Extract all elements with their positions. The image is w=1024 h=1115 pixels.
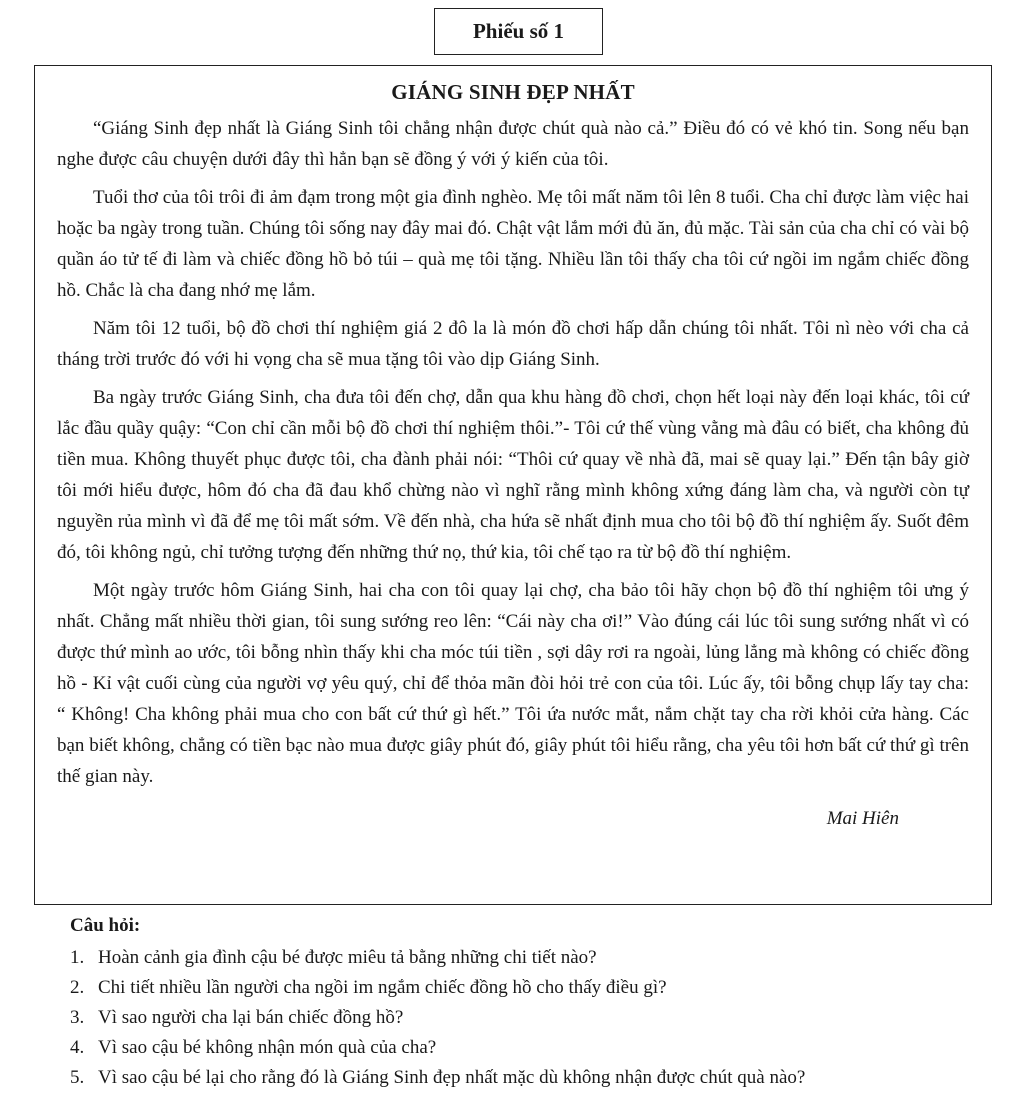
question-number: 3. [70, 1007, 85, 1028]
question-number: 5. [70, 1067, 85, 1088]
question-item [70, 1003, 990, 1033]
question-item [70, 1063, 990, 1093]
questions-section [70, 915, 990, 1093]
story-paragraph-4: Ba ngày trước Giáng Sinh, cha đưa tôi đến chợ, dẫn qua khu hàng đồ chơi, chọn hết loại này đến loại khác, tôi cứ lắc đầu quầy quậy: “Con chỉ cần mỗi bộ đồ chơi thí nghiệm thôi.”- Tôi cứ thế vùng vằng mà đâu có biết, cha không đủ tiền mua. Không thuyết phục được tôi, cha đành phải nói: “Thôi cứ quay về nhà đã, mai sẽ quay lại.” Đến tận bây giờ tôi mới hiểu được, hôm đó cha đã đau khổ chừng nào vì nghĩ rằng mình không xứng đáng làm cha, và người còn tự nguyền rủa mình vì đã để mẹ tôi mất sớm. Về đến nhà, cha hứa sẽ nhất định mua cho tôi bộ đồ thí nghiệm ấy. Suốt đêm đó, tôi không ngủ, chỉ tưởng tượng đến những thứ nọ, thứ kia, tôi chế tạo ra từ bộ đồ thí nghiệm. [57, 387, 969, 563]
question-text: Chi tiết nhiều lần người cha ngồi im ngắm chiếc đồng hồ cho thấy điều gì? [98, 977, 667, 998]
story-paragraph-5: Một ngày trước hôm Giáng Sinh, hai cha con tôi quay lại chợ, cha bảo tôi hãy chọn bộ đồ thí nghiệm tôi ưng ý nhất. Chẳng mất nhiều thời gian, tôi sung sướng reo lên: “Cái này cha ơi!” Vào đúng cái lúc tôi sung sướng nhất vì có được thứ mình ao ước, tôi bỗng nhìn thấy khi cha móc túi tiền , sợi dây rơi ra ngoài, lủng lẳng mà không có chiếc đồng hồ - Kỉ vật cuối cùng của người vợ yêu quý, chỉ để thỏa mãn đòi hỏi trẻ con của tôi. Lúc ấy, tôi bỗng chụp lấy tay cha: “ Không! Cha không phải mua cho con bất cứ thứ gì hết.” Tôi ứa nước mắt, nắm chặt tay cha rời khỏi cửa hàng. Các bạn biết không, chẳng có tiền bạc nào mua được giây phút đó, giây phút tôi hiểu rằng, cha yêu tôi hơn bất cứ thứ gì trên thế gian này. [57, 580, 969, 787]
question-item [70, 1033, 990, 1063]
question-text: Hoàn cảnh gia đình cậu bé được miêu tả bằng những chi tiết nào? [98, 947, 597, 968]
questions-heading: Câu hỏi: [70, 915, 141, 936]
question-number: 1. [70, 947, 85, 968]
story-paragraph-1: “Giáng Sinh đẹp nhất là Giáng Sinh tôi chẳng nhận được chút quà nào cả.” Điều đó có vẻ khó tin. Song nếu bạn nghe được câu chuyện dưới đây thì hẳn bạn sẽ đồng ý với ý kiến của tôi. [57, 118, 969, 170]
story-title: GIÁNG SINH ĐẸP NHẤT [391, 80, 635, 104]
question-item [70, 973, 990, 1003]
question-number: 4. [70, 1037, 85, 1058]
sheet-label: Phiếu số 1 [434, 8, 603, 55]
story-paragraph-3: Năm tôi 12 tuổi, bộ đồ chơi thí nghiệm giá 2 đô la là món đồ chơi hấp dẫn chúng tôi nhất. Tôi nì nèo với cha cả tháng trời trước đó với hi vọng cha sẽ mua tặng tôi vào dịp Giáng Sinh. [57, 318, 969, 370]
question-text: Vì sao người cha lại bán chiếc đồng hồ? [98, 1007, 404, 1028]
story-paragraph-2: Tuổi thơ của tôi trôi đi ảm đạm trong một gia đình nghèo. Mẹ tôi mất năm tôi lên 8 tuổi. Cha chỉ được làm việc hai hoặc ba ngày trong tuần. Chúng tôi sống nay đây mai đó. Chật vật lắm mới đủ ăn, đủ mặc. Tài sản của cha chỉ có vài bộ quần áo tử tế đi làm và chiếc đồng hồ bỏ túi – quà mẹ tôi tặng. Nhiều lần tôi thấy cha tôi cứ ngồi im ngắm chiếc đồng hồ. Chắc là cha đang nhớ mẹ lắm. [57, 187, 969, 301]
question-number: 2. [70, 977, 85, 998]
story-box [34, 65, 992, 905]
question-item [70, 943, 990, 973]
question-text: Vì sao cậu bé lại cho rằng đó là Giáng Sinh đẹp nhất mặc dù không nhận được chút quà nào? [98, 1067, 806, 1088]
question-text: Vì sao cậu bé không nhận món quà của cha? [98, 1037, 437, 1058]
story-author: Mai Hiên [826, 808, 899, 829]
